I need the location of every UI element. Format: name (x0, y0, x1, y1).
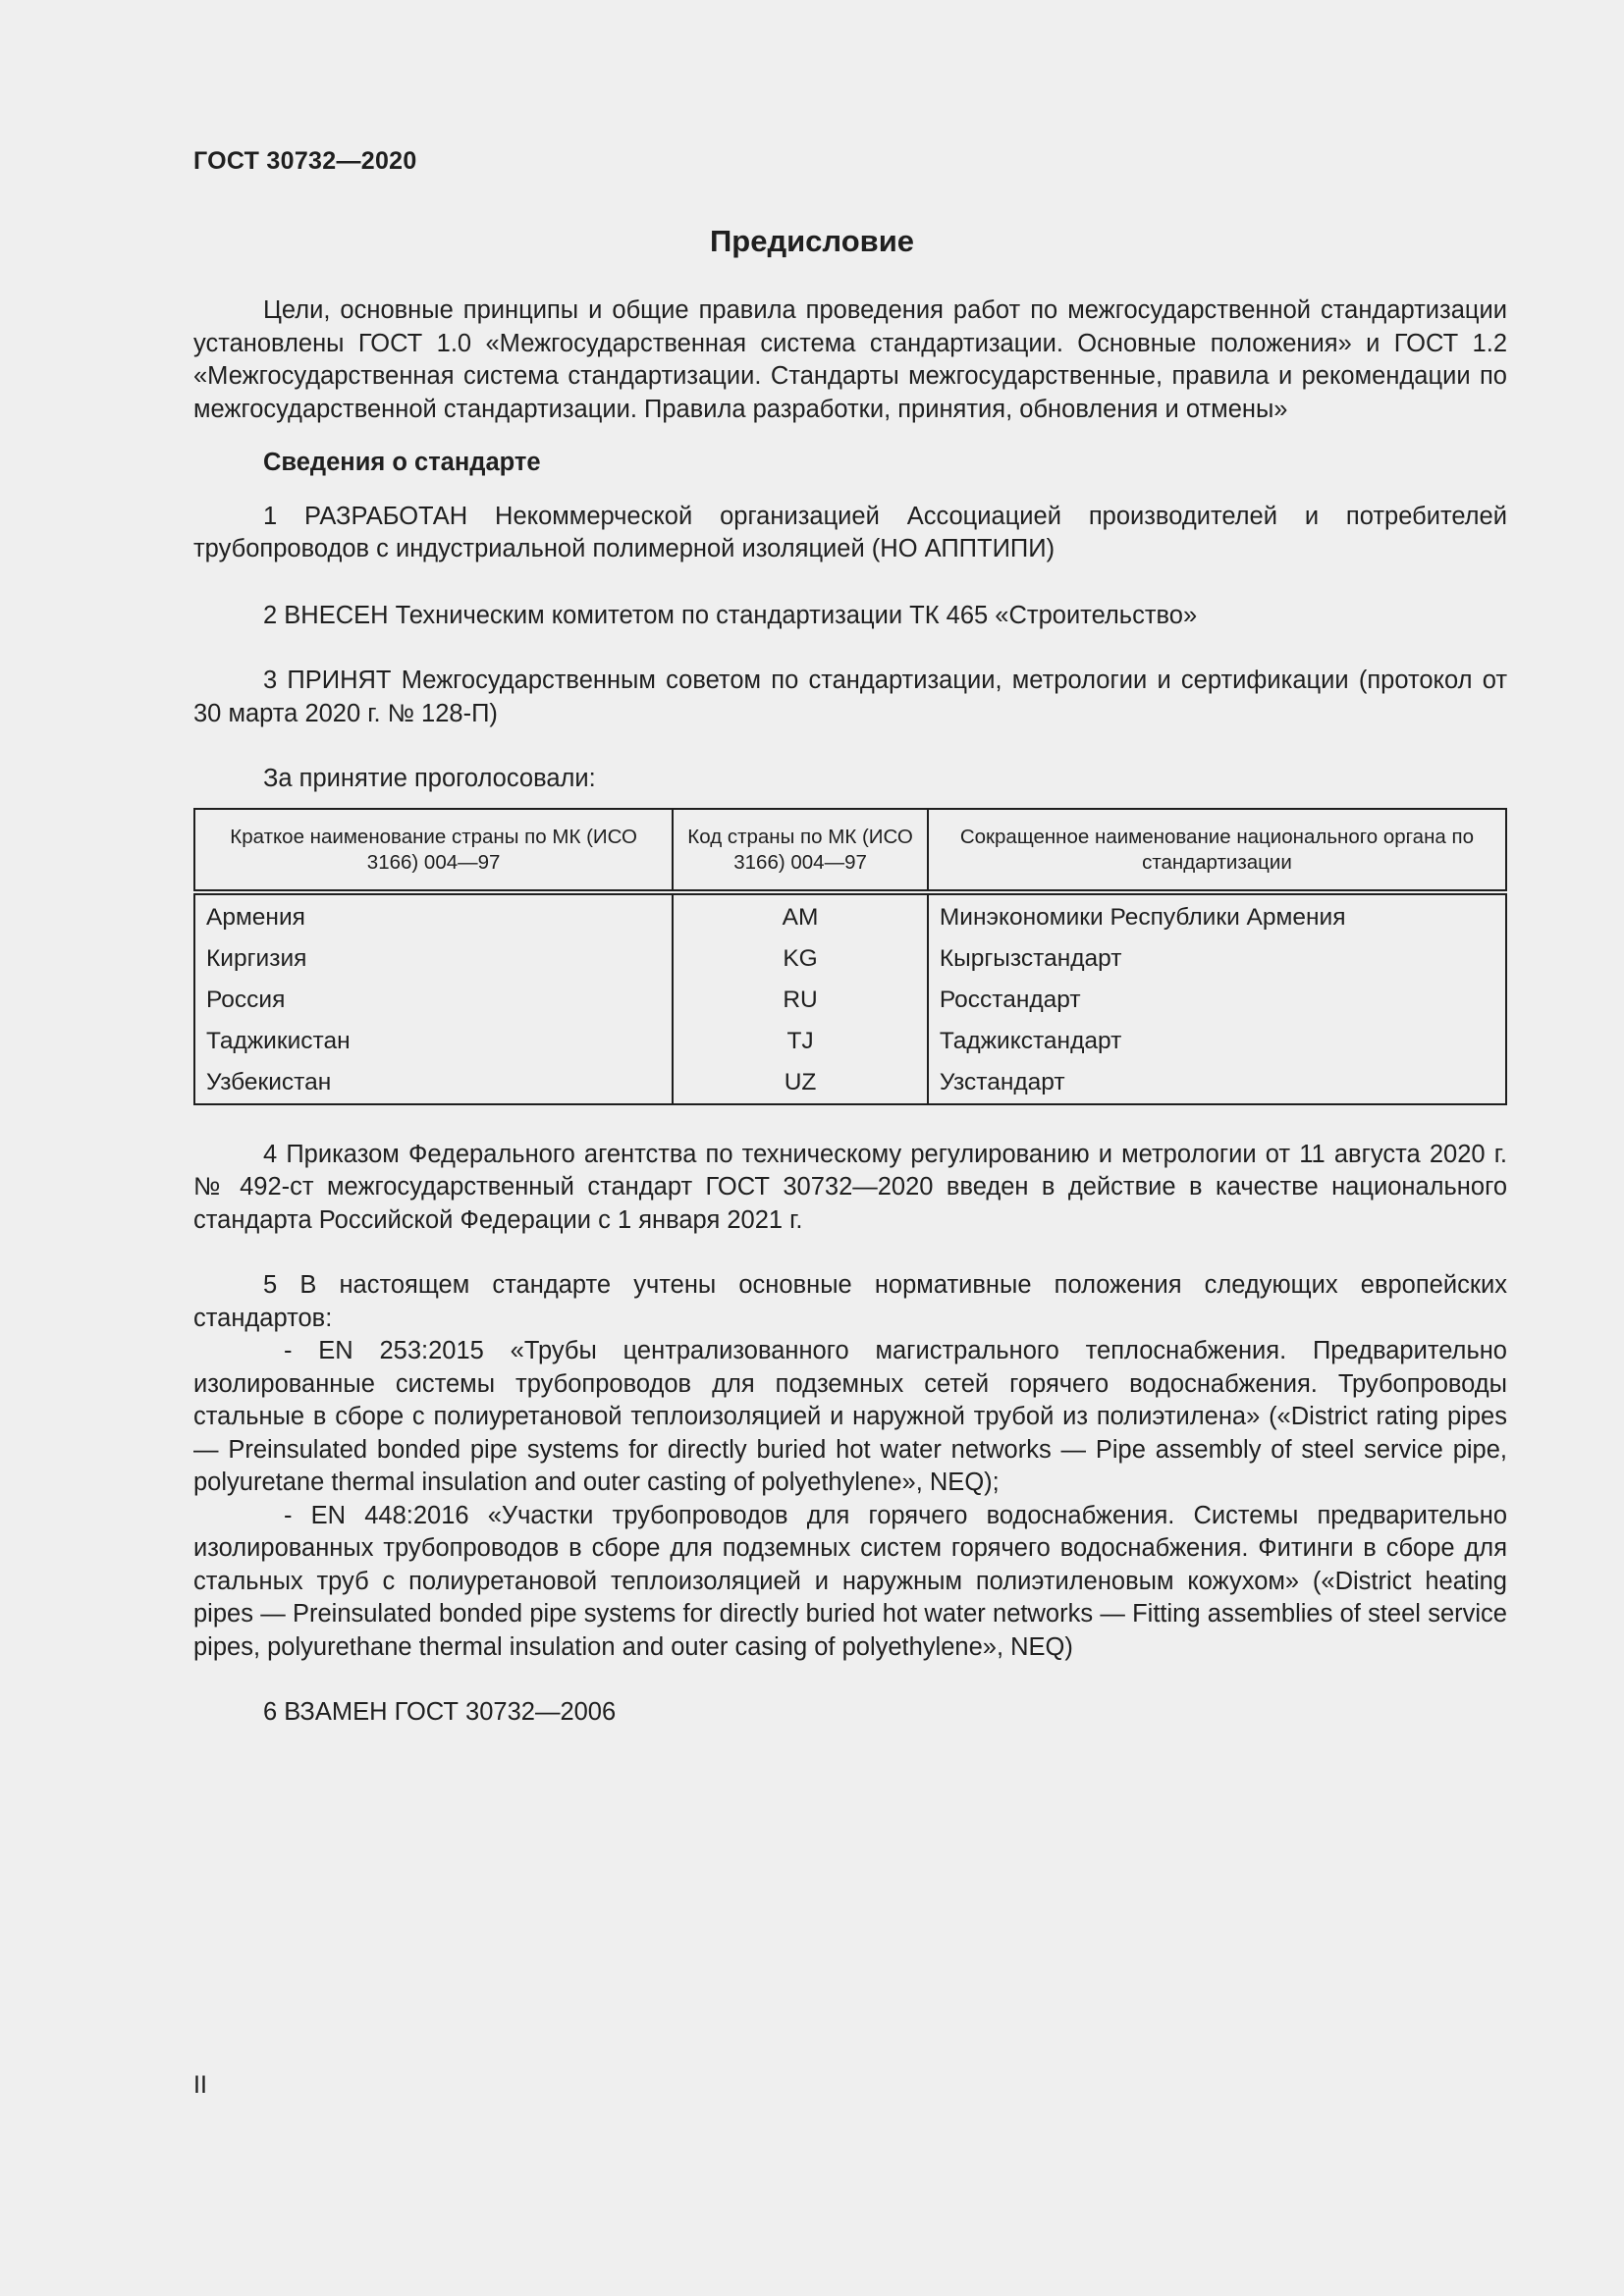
item-6: 6 ВЗАМЕН ГОСТ 30732—2006 (263, 1698, 617, 1726)
national-body: Таджикстандарт (928, 1021, 1506, 1062)
table-header-row (194, 809, 1506, 892)
header-country-name: Краткое наименование страны по МК (ИСО 3166) 004—97 (194, 809, 673, 892)
header-national-body: Сокращенное наименование национального органа по стандартизации (928, 809, 1506, 892)
item-5-en448: - EN 448:2016 «Участки трубопроводов для горячего водоснабжения. Системы предварительно изолированных трубопроводов в сборе для подземных систем горячего водоснабжения. Фитинги в сборе для стальных труб с полиуретановой теплоизоляцией и наружным полиэтиленовым кожухом» («District heating pipes — Preinsulated bonded pipe systems for directly buried hot water networks — Fitting assemblies of steel service pipes, polyurethane thermal insulation and outer casing of polyethylene», NEQ) (193, 1501, 1507, 1661)
item-5-en253: - EN 253:2015 «Трубы централизованного магистрального теплоснабжения. Предварительно изолированные системы трубопроводов для подземных сетей горячего водоснабжения. Трубопроводы стальные в сборе с полиуретановой теплоизоляцией и наружной трубой из полиэтилена» («District rating pipes — Preinsulated bonded pipe systems for directly buried hot water networks — Pipe assembly of steel service pipe, polyuretane thermal insulation and outer casting of polyethylene», NEQ); (193, 1337, 1507, 1496)
country-code: AM (673, 892, 928, 938)
country-code: KG (673, 938, 928, 980)
country-name: Армения (194, 892, 673, 938)
item-4: 4 Приказом Федерального агентства по техническому регулированию и метрологии от 11 августа 2020 г. № 492-ст межгосударственный стандарт ГОСТ 30732—2020 введен в действие в качестве национального стандарта Российской Федерации с 1 января 2021 г. (193, 1140, 1507, 1234)
item-3: 3 ПРИНЯТ Межгосударственным советом по стандартизации, метрологии и сертификации (протокол от 30 марта 2020 г. № 128-П) (193, 667, 1507, 727)
national-body: Узстандарт (928, 1062, 1506, 1104)
table-row (194, 980, 1506, 1021)
voting-table (193, 808, 1507, 1105)
country-name: Таджикистан (194, 1021, 673, 1062)
national-body: Росстандарт (928, 980, 1506, 1021)
country-name: Узбекистан (194, 1062, 673, 1104)
info-heading: Сведения о стандарте (263, 449, 541, 476)
country-code: RU (673, 980, 928, 1021)
country-name: Россия (194, 980, 673, 1021)
country-name: Киргизия (194, 938, 673, 980)
votes-caption: За принятие проголосовали: (263, 765, 596, 792)
national-body: Минэкономики Республики Армения (928, 892, 1506, 938)
document-code: ГОСТ 30732—2020 (193, 147, 417, 175)
page-title: Предисловие (709, 224, 914, 258)
table-row (194, 1062, 1506, 1104)
country-code: TJ (673, 1021, 928, 1062)
table-row (194, 892, 1506, 938)
intro-paragraph: Цели, основные принципы и общие правила проведения работ по межгосударственной стандартизации установлены ГОСТ 1.0 «Межгосударственная система стандартизации. Основные положения» и ГОСТ 1.2 «Межгосударственная система стандартизации. Стандарты межгосударственные, правила и рекомендации по межгосударственной стандартизации. Правила разработки, принятия, обновления и отмены» (193, 296, 1507, 423)
table-row (194, 1021, 1506, 1062)
table-row (194, 938, 1506, 980)
header-country-code: Код страны по МК (ИСО 3166) 004—97 (673, 809, 928, 892)
page-number: II (193, 2071, 207, 2099)
item-1: 1 РАЗРАБОТАН Некоммерческой организацией Ассоциацией производителей и потребителей трубопроводов с индустриальной полимерной изоляцией (НО АППТИПИ) (193, 502, 1507, 562)
national-body: Кыргызстандарт (928, 938, 1506, 980)
country-code: UZ (673, 1062, 928, 1104)
item-2: 2 ВНЕСЕН Техническим комитетом по стандартизации ТК 465 «Строительство» (263, 601, 1198, 629)
document-body (193, 294, 1507, 1730)
item-5: 5 В настоящем стандарте учтены основные нормативные положения следующих европейских стандартов: (193, 1271, 1507, 1332)
